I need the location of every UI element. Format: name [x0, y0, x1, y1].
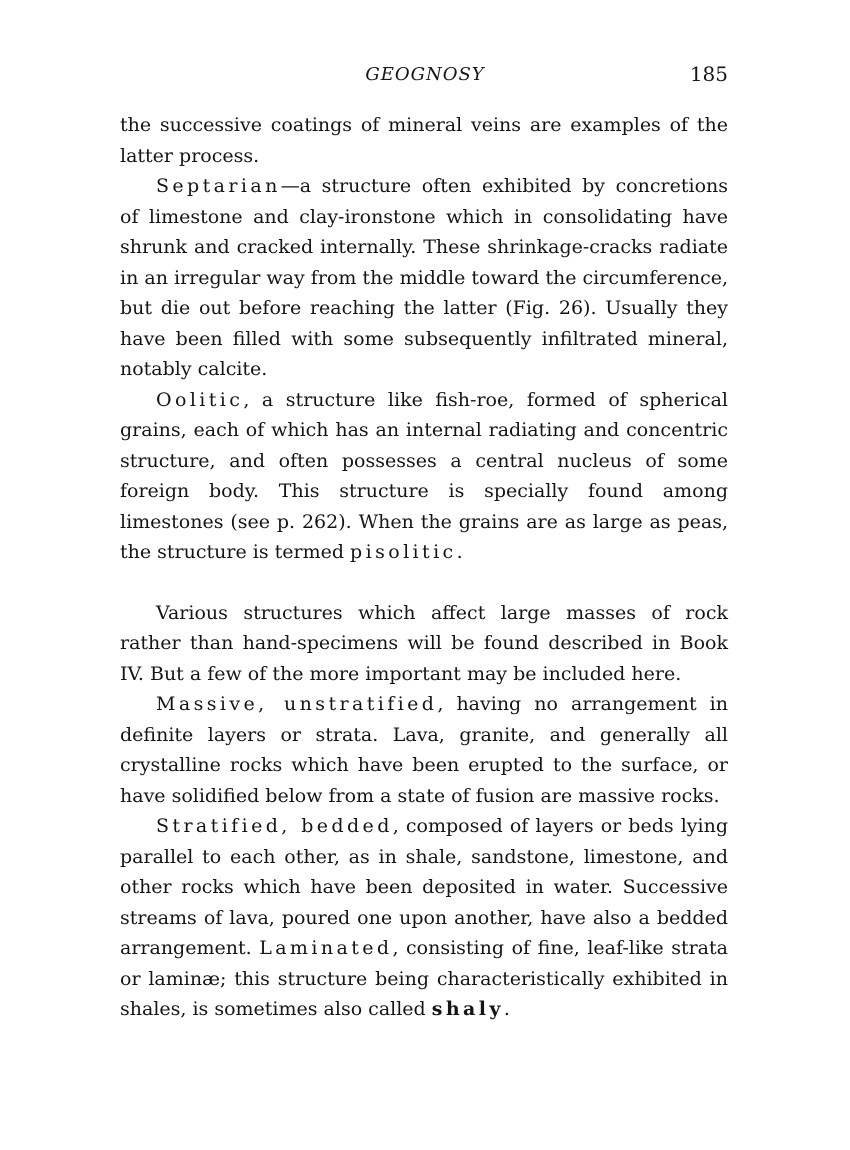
term-shaly: shaly — [431, 998, 504, 1020]
section-gap — [120, 568, 728, 598]
paragraph-massive-text: , having no arrangement in definite layers or strata. Lava, granite, and generally all crystalline rocks which have been erupted to the surface, or have solidified below from a state of fusion are massive rocks. — [120, 693, 728, 807]
paragraph-stratified-text: , composed of layers or beds lying parallel to each other, as in shale, sandstone, limestone, and other rocks which have been deposited in water. Successive streams of lava, poured one upon another, have also a bedded arrangement. — [120, 815, 728, 959]
paragraph-oolitic — [120, 385, 728, 568]
term-septarian: Septarian — [156, 175, 281, 197]
paragraph-septarian-text: —a structure often exhibited by concretions of limestone and clay-ironstone which in consolidating have shrunk and cracked internally. These shrinkage-cracks radiate in an irregular way from the middle toward the circumference, but die out before reaching the latter (Fig. 26). Usually they have been filled with some subsequently infiltrated mineral, notably calcite. — [120, 175, 728, 380]
paragraph-stratified-end: . — [503, 998, 510, 1020]
running-head-title: GEOGNOSY — [365, 64, 485, 85]
paragraph-stratified-text-2: , consisting of fine, leaf-like strata or laminæ; this structure being characteristically exhibited in shales, is sometimes also called — [120, 937, 728, 1020]
term-massive: Massive, unstratified — [156, 693, 438, 715]
body-text — [120, 110, 728, 1025]
running-head — [0, 62, 850, 92]
paragraph-stratified — [120, 811, 728, 1025]
paragraph-oolitic-text: , a structure like fish-roe, formed of spherical grains, each of which has an internal radiating and concentric structure, and often possesses a central nucleus of some foreign body. This structure is specially found among limestones (see p. 262). When the grains are as large as peas, the structure is termed — [120, 388, 728, 563]
page-number: 185 — [689, 62, 728, 86]
paragraph-various-structures: Various structures which affect large masses of rock rather than hand-specimens will be found described in Book IV. But a few of the more important may be included here. — [120, 601, 728, 685]
term-stratified: Stratified, bedded — [156, 815, 393, 837]
paragraph-oolitic-end: . — [456, 541, 463, 563]
paragraph-1: the successive coatings of mineral veins are examples of the latter process. — [120, 114, 728, 167]
term-oolitic: Oolitic — [156, 388, 244, 411]
term-laminated: Laminated — [259, 937, 393, 959]
paragraph-septarian — [120, 171, 728, 385]
paragraph-massive — [120, 689, 728, 811]
term-pisolitic: pisolitic — [350, 541, 457, 563]
